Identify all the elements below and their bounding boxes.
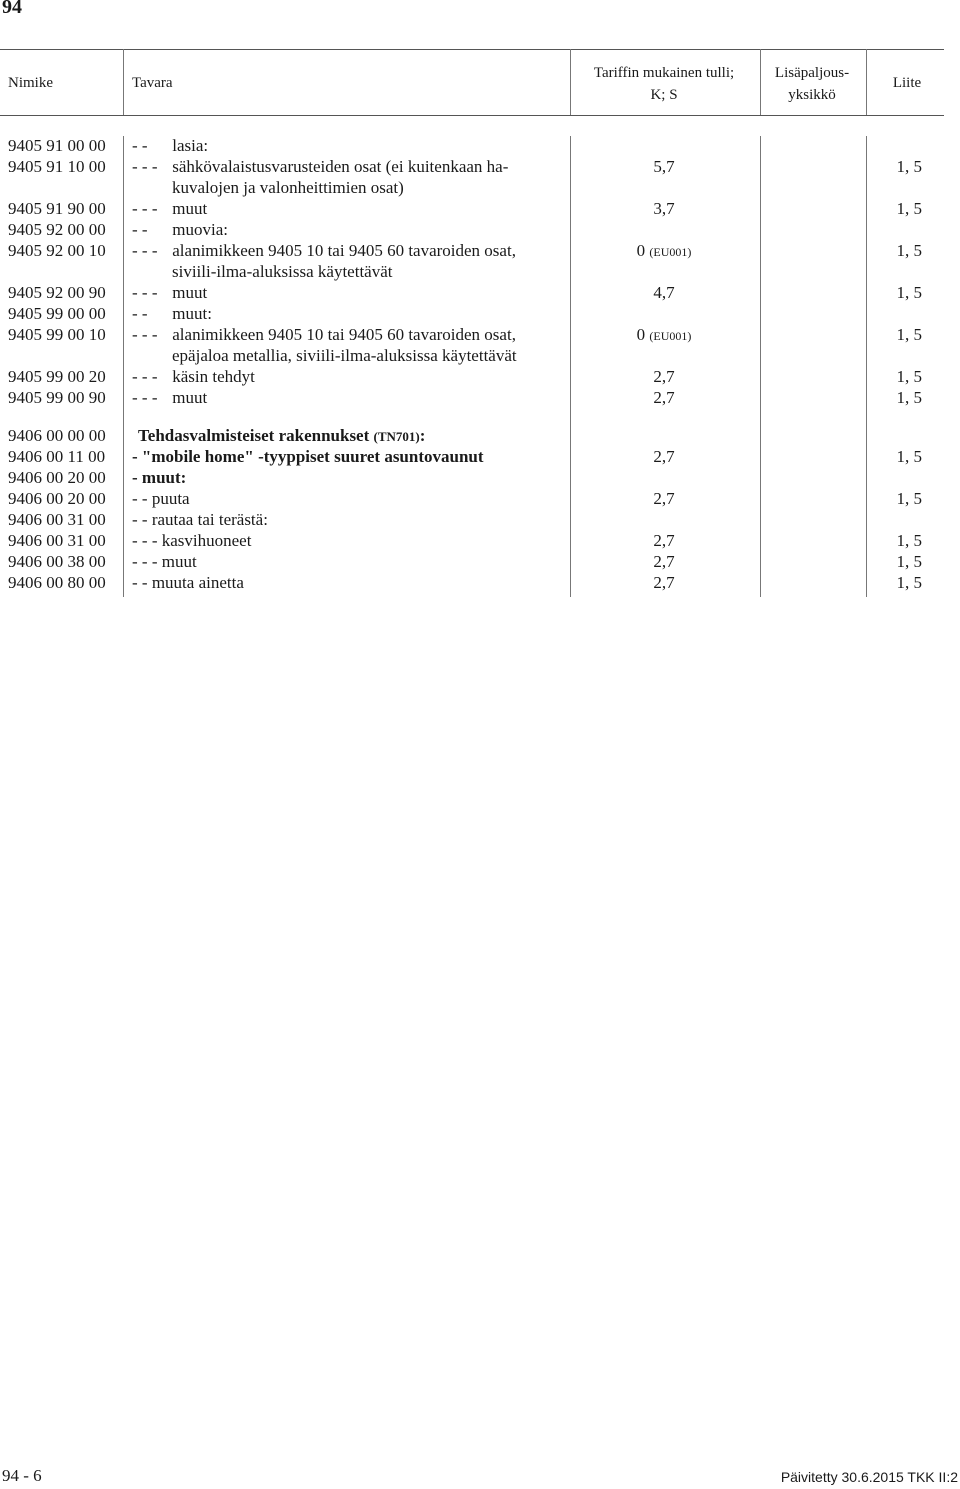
row-code: 9406 00 00 00: [8, 426, 106, 445]
row-duty: 2,7: [653, 388, 675, 407]
row-duty: 2,7: [653, 489, 675, 508]
row-desc: [132, 509, 562, 530]
row-dash: - - -: [132, 531, 158, 550]
table-row: [0, 446, 944, 467]
row-desc: [132, 282, 562, 303]
row-code: 9406 00 31 00: [8, 510, 106, 529]
row-code: 9405 99 00 20: [8, 367, 106, 386]
row-duty: [575, 240, 753, 263]
row-code: 9405 99 00 10: [8, 325, 106, 344]
row-dash: - - -: [132, 241, 158, 260]
table-row: [0, 135, 944, 156]
row-desc: [132, 488, 562, 509]
row-note: 1, 5: [896, 489, 922, 508]
row-desc-suffix: :: [419, 426, 426, 445]
row-note: 1, 5: [896, 388, 922, 407]
col-head-tulli-line1: Tariffin mukainen tulli;: [593, 65, 735, 81]
row-code: 9405 92 00 10: [8, 241, 106, 260]
col-head-lisa-line2: yksikkö: [788, 87, 836, 103]
table-row: [0, 324, 944, 366]
row-desc-text: muovia:: [172, 220, 228, 239]
table-row: [0, 303, 944, 324]
col-head-tulli: [575, 62, 753, 106]
row-dash: - - -: [132, 283, 158, 302]
row-desc: [132, 366, 562, 387]
row-duty-note: (EU001): [649, 329, 692, 343]
row-desc-text: käsin tehdyt: [172, 367, 255, 386]
row-desc: [138, 425, 568, 447]
row-note: 1, 5: [896, 283, 922, 302]
row-desc: [132, 324, 562, 366]
tariff-rows: [0, 135, 944, 593]
row-code: 9405 92 00 90: [8, 283, 106, 302]
row-desc-text: alanimikkeen 9405 10 tai 9405 60 tavaroiden osat,: [172, 241, 516, 260]
table-row: [0, 467, 944, 488]
row-code: 9406 00 38 00: [8, 552, 106, 571]
col-head-tavara: Tavara: [132, 75, 173, 91]
row-code: 9406 00 20 00: [8, 468, 106, 487]
row-duty-note: (EU001): [649, 245, 692, 259]
row-duty-value: 0: [636, 325, 646, 344]
row-desc-text: muuta ainetta: [151, 573, 244, 592]
header-divider: [123, 49, 124, 115]
row-desc: [132, 467, 562, 488]
col-head-liite: Liite: [892, 75, 922, 91]
row-desc-text: lasia:: [172, 136, 209, 155]
row-code: 9405 99 00 90: [8, 388, 106, 407]
row-code: 9405 91 10 00: [8, 157, 106, 176]
row-duty: 2,7: [653, 531, 675, 550]
row-note: 1, 5: [896, 199, 922, 218]
row-dash: - - -: [132, 157, 158, 176]
table-row: [0, 156, 944, 198]
table-row: [0, 282, 944, 303]
row-dash: - - -: [132, 199, 158, 218]
row-desc: [132, 387, 562, 408]
row-note: 1, 5: [896, 531, 922, 550]
row-note: 1, 5: [896, 325, 922, 344]
row-code: 9406 00 11 00: [8, 447, 106, 466]
row-duty: 2,7: [653, 573, 675, 592]
row-duty-value: 0: [636, 241, 646, 260]
table-row: [0, 387, 944, 408]
row-desc: [132, 219, 562, 240]
row-duty: 2,7: [653, 552, 675, 571]
row-dash: - -: [132, 489, 148, 508]
row-desc-text: rautaa tai terästä:: [151, 510, 268, 529]
row-duty: 3,7: [653, 199, 675, 218]
footer-updated: Päivitetty 30.6.2015 TKK II:2: [780, 1469, 958, 1485]
row-desc-text: puuta: [151, 489, 190, 508]
header-bottom-rule: [0, 115, 944, 116]
row-desc: [132, 240, 562, 282]
row-desc-text: "mobile home" -tyyppiset suuret asuntovaunut: [141, 447, 484, 466]
page-number: 94: [2, 0, 22, 18]
row-desc: [132, 135, 562, 156]
table-row: [0, 425, 944, 446]
footer-page-ref: 94 - 6: [2, 1466, 42, 1485]
row-desc: [132, 551, 562, 572]
row-desc-cont: epäjaloa metallia, siviili-ilma-aluksissa käytettävät: [172, 346, 517, 365]
row-desc-text: muut: [172, 388, 208, 407]
row-dash: - -: [132, 510, 148, 529]
row-code: 9405 91 90 00: [8, 199, 106, 218]
row-dash: - -: [132, 136, 148, 155]
section-gap: [0, 408, 944, 425]
table-row: [0, 572, 944, 593]
header-divider: [570, 49, 571, 115]
col-head-lisa-line1: Lisäpaljous-: [774, 65, 850, 81]
row-desc-text: Tehdasvalmisteiset rakennukset: [138, 426, 370, 445]
row-duty: 4,7: [653, 283, 675, 302]
row-desc: [132, 198, 562, 219]
row-dash: - -: [132, 573, 148, 592]
row-desc: [132, 572, 562, 593]
row-desc-text: kasvihuoneet: [161, 531, 252, 550]
row-desc: [132, 530, 562, 551]
row-dash: - -: [132, 220, 148, 239]
row-desc-cont: siviili-ilma-aluksissa käytettävät: [172, 262, 393, 281]
row-code: 9406 00 80 00: [8, 573, 106, 592]
row-code: 9405 92 00 00: [8, 220, 106, 239]
row-duty: [575, 324, 753, 347]
row-note: 1, 5: [896, 447, 922, 466]
col-head-nimike: Nimike: [8, 75, 53, 91]
row-duty: 5,7: [653, 157, 675, 176]
row-code: 9405 99 00 00: [8, 304, 106, 323]
row-desc: [132, 303, 562, 324]
row-desc-text: muut: [172, 283, 208, 302]
row-note: 1, 5: [896, 552, 922, 571]
table-row: [0, 530, 944, 551]
row-note: 1, 5: [896, 367, 922, 386]
row-dash: -: [132, 468, 138, 487]
table-row: [0, 551, 944, 572]
row-dash: - - -: [132, 552, 158, 571]
row-desc: [132, 446, 562, 467]
row-desc-text: muut: [161, 552, 197, 571]
row-dash: -: [132, 447, 138, 466]
row-note: 1, 5: [896, 157, 922, 176]
row-desc-text: sähkövalaistusvarusteiden osat (ei kuitenkaan ha-: [172, 157, 509, 176]
row-code: 9406 00 20 00: [8, 489, 106, 508]
row-dash: - -: [132, 304, 148, 323]
table-row: [0, 240, 944, 282]
row-desc: [132, 156, 562, 198]
header-divider: [760, 49, 761, 115]
row-code: 9405 91 00 00: [8, 136, 106, 155]
table-row: [0, 198, 944, 219]
header-top-rule: [0, 49, 944, 50]
row-duty: 2,7: [653, 367, 675, 386]
row-ref: (TN701): [373, 429, 420, 444]
row-desc-cont: kuvalojen ja valonheittimien osat): [172, 178, 404, 197]
table-row: [0, 219, 944, 240]
row-dash: - - -: [132, 388, 158, 407]
row-code: 9406 00 31 00: [8, 531, 106, 550]
row-desc-text: muut: [172, 199, 208, 218]
row-duty: 2,7: [653, 447, 675, 466]
row-dash: - - -: [132, 325, 158, 344]
col-head-lisa: [760, 62, 864, 106]
row-desc-text: alanimikkeen 9405 10 tai 9405 60 tavaroiden osat,: [172, 325, 516, 344]
row-note: 1, 5: [896, 241, 922, 260]
row-dash: - - -: [132, 367, 158, 386]
col-head-tulli-line2: K; S: [650, 87, 678, 103]
row-desc-text: muut:: [172, 304, 212, 323]
row-note: 1, 5: [896, 573, 922, 592]
row-desc-text: muut:: [141, 468, 187, 487]
table-row: [0, 366, 944, 387]
table-row: [0, 488, 944, 509]
table-row: [0, 509, 944, 530]
header-divider: [866, 49, 867, 115]
